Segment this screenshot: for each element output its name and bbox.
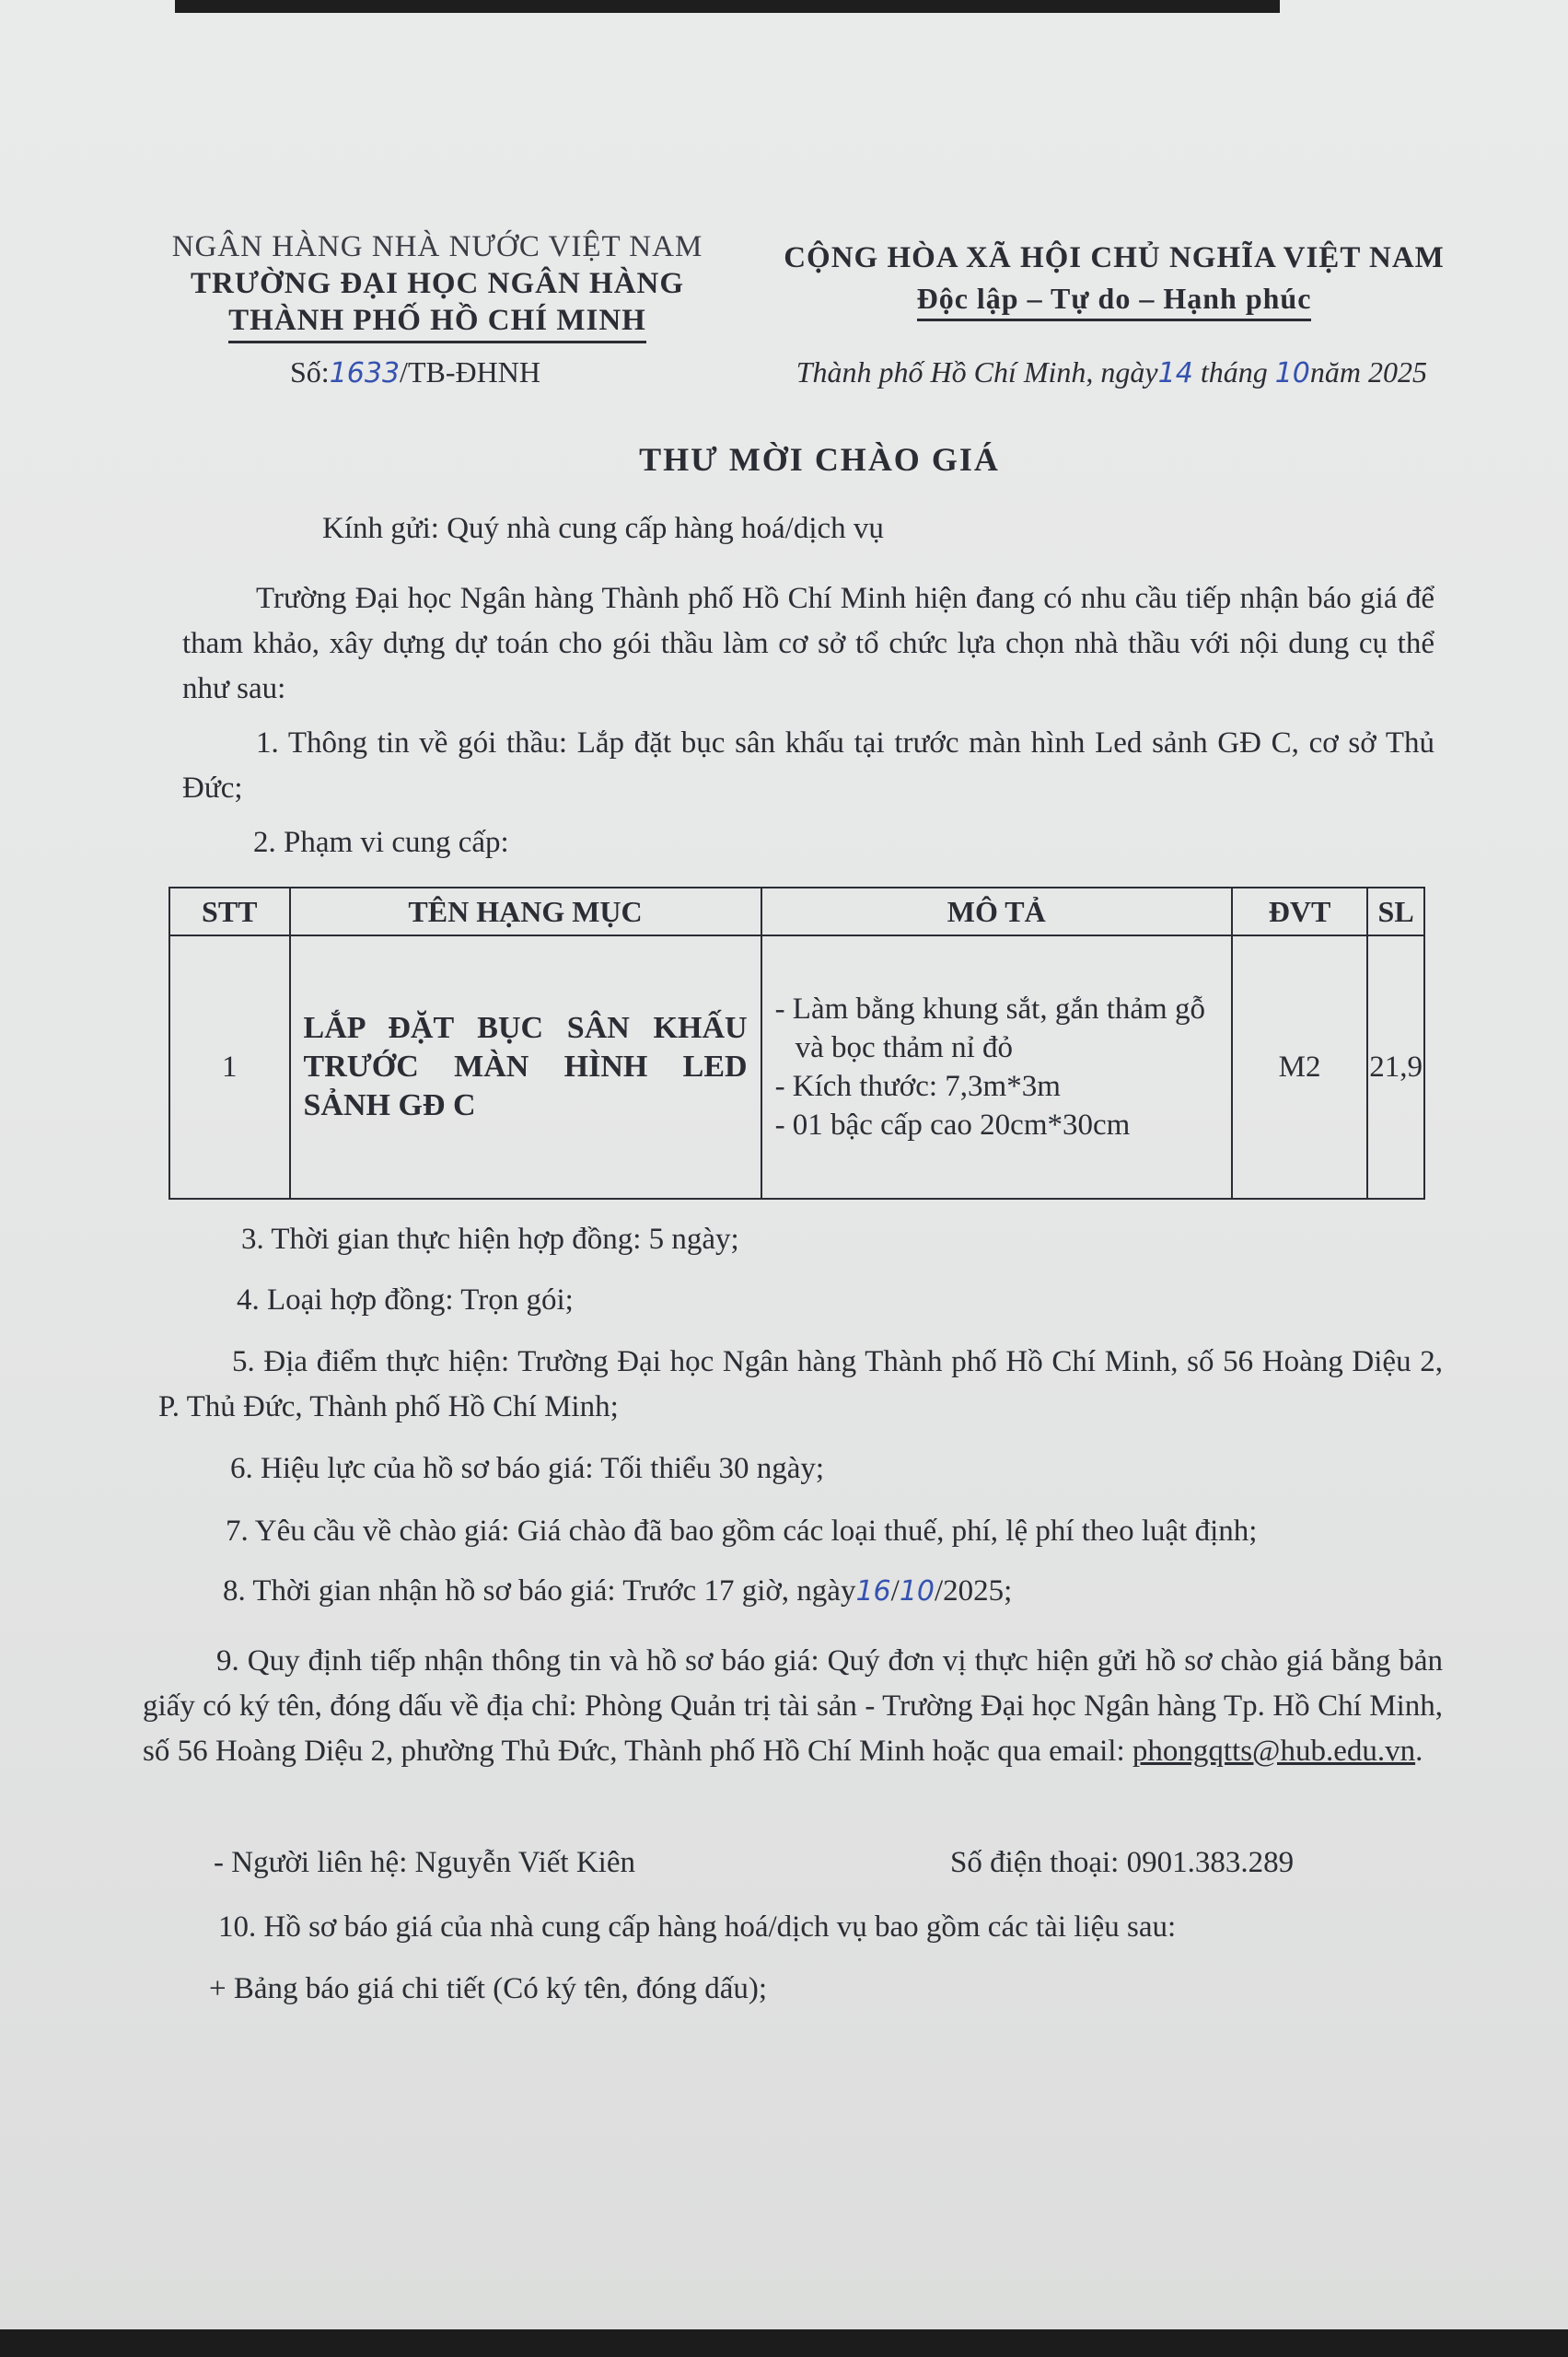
item-8-year: /2025;: [935, 1574, 1013, 1608]
item-3: 3. Thời gian thực hiện hợp đồng: 5 ngày;: [241, 1223, 739, 1256]
cell-qty: 21,9: [1367, 935, 1424, 1199]
doc-number-suffix: /TB-ĐHNH: [400, 355, 540, 389]
cell-unit: M2: [1232, 935, 1367, 1199]
item-10: 10. Hồ sơ báo giá của nhà cung cấp hàng hoá/dịch vụ bao gồm các tài liệu sau:: [218, 1910, 1177, 1944]
item-8-month: 10: [899, 1575, 935, 1608]
desc-line: - Kích thước: 7,3m*3m: [774, 1070, 1061, 1103]
doc-number-handwritten: 1633: [329, 357, 401, 389]
item-10-a: + Bảng báo giá chi tiết (Có ký tên, đóng dấu);: [209, 1972, 768, 2005]
date-day: 14: [1157, 357, 1193, 389]
issuer-header: [138, 228, 737, 343]
item-8: [223, 1574, 1012, 1608]
issuer-name: TRƯỜNG ĐẠI HỌC NGÂN HÀNG: [190, 267, 685, 300]
top-shadow: [175, 0, 1280, 13]
document-number: [290, 355, 540, 389]
item-9-end: .: [1415, 1735, 1423, 1768]
national-title: CỘNG HÒA XÃ HỘI CHỦ NGHĨA VIỆT NAM: [784, 241, 1445, 274]
table-row: [169, 935, 1424, 1199]
item-9: [143, 1639, 1443, 1774]
bottom-shadow: [0, 2329, 1568, 2357]
date-year: năm 2025: [1309, 355, 1427, 389]
cell-desc: [761, 935, 1232, 1199]
col-header-qty: SL: [1367, 888, 1424, 935]
item-7: 7. Yêu cầu về chào giá: Giá chào đã bao gồm các loại thuế, phí, lệ phí theo luật định;: [226, 1515, 1258, 1548]
greeting: Kính gửi: Quý nhà cung cấp hàng hoá/dịch vụ: [322, 512, 884, 545]
national-motto: Độc lập – Tự do – Hạnh phúc: [917, 278, 1312, 321]
contact-email-link[interactable]: phongqtts@hub.edu.vn: [1132, 1735, 1416, 1768]
item-8-day: 16: [855, 1575, 891, 1608]
date-prefix: Thành phố Hồ Chí Minh, ngày: [796, 355, 1158, 389]
col-header-name: TÊN HẠNG MỤC: [290, 888, 761, 935]
table-header-row: [169, 888, 1424, 935]
contact-phone: Số điện thoại: 0901.383.289: [950, 1846, 1295, 1879]
doc-number-prefix: Số:: [290, 355, 330, 389]
national-header: [755, 238, 1473, 321]
issuer-parent-org: NGÂN HÀNG NHÀ NƯỚC VIỆT NAM: [171, 230, 703, 263]
place-and-date: [755, 355, 1427, 389]
col-header-desc: MÔ TẢ: [761, 888, 1232, 935]
document-title: THƯ MỜI CHÀO GIÁ: [639, 441, 1000, 478]
issuer-city: THÀNH PHỐ HỒ CHÍ MINH: [228, 302, 646, 343]
desc-line: - Làm bằng khung sắt, gắn thảm gỗ và bọc thảm nỉ đỏ: [774, 993, 1205, 1064]
item-8-text: 8. Thời gian nhận hồ sơ báo giá: Trước 17 giờ, ngày: [223, 1574, 856, 1608]
item-1: 1. Thông tin về gói thầu: Lắp đặt bục sân khấu tại trước màn hình Led sảnh GĐ C, cơ sở Thủ Đức;: [182, 726, 1434, 805]
col-header-unit: ĐVT: [1232, 888, 1367, 935]
item-8-sep: /: [890, 1574, 900, 1608]
cell-stt: 1: [169, 935, 290, 1199]
cell-name: LẮP ĐẶT BỤC SÂN KHẤU TRƯỚC MÀN HÌNH LED SẢNH GĐ C: [290, 935, 761, 1199]
date-month: 10: [1274, 357, 1310, 389]
desc-line: - 01 bậc cấp cao 20cm*30cm: [774, 1109, 1131, 1142]
item-6: 6. Hiệu lực của hồ sơ báo giá: Tối thiểu 30 ngày;: [230, 1452, 825, 1485]
scope-table: [168, 887, 1425, 1200]
item-9-text: 9. Quy định tiếp nhận thông tin và hồ sơ báo giá: Quý đơn vị thực hiện gửi hồ sơ chào giá bằng bản giấy có ký tên, đóng dấu về địa chỉ: Phòng Quản trị tài sản - Trường Đại học Ngân hàng Tp. Hồ Chí Minh, số 56 Hoàng Diệu 2, phường Thủ Đức, Thành phố Hồ Chí Minh hoặc qua email:: [143, 1644, 1443, 1768]
col-header-stt: STT: [169, 888, 290, 935]
date-month-label: tháng: [1192, 355, 1275, 389]
item-4: 4. Loại hợp đồng: Trọn gói;: [237, 1283, 574, 1317]
contact-person: - Người liên hệ: Nguyễn Viết Kiên: [214, 1846, 635, 1879]
item-5: 5. Địa điểm thực hiện: Trường Đại học Ngân hàng Thành phố Hồ Chí Minh, số 56 Hoàng Diệu 2, P. Thủ Đức, Thành phố Hồ Chí Minh;: [158, 1345, 1443, 1423]
intro-paragraph: Trường Đại học Ngân hàng Thành phố Hồ Chí Minh hiện đang có nhu cầu tiếp nhận báo giá để tham khảo, xây dựng dự toán cho gói thầu làm cơ sở tổ chức lựa chọn nhà thầu với nội dung cụ thể như sau:: [182, 582, 1434, 705]
item-2: 2. Phạm vi cung cấp:: [253, 826, 509, 859]
